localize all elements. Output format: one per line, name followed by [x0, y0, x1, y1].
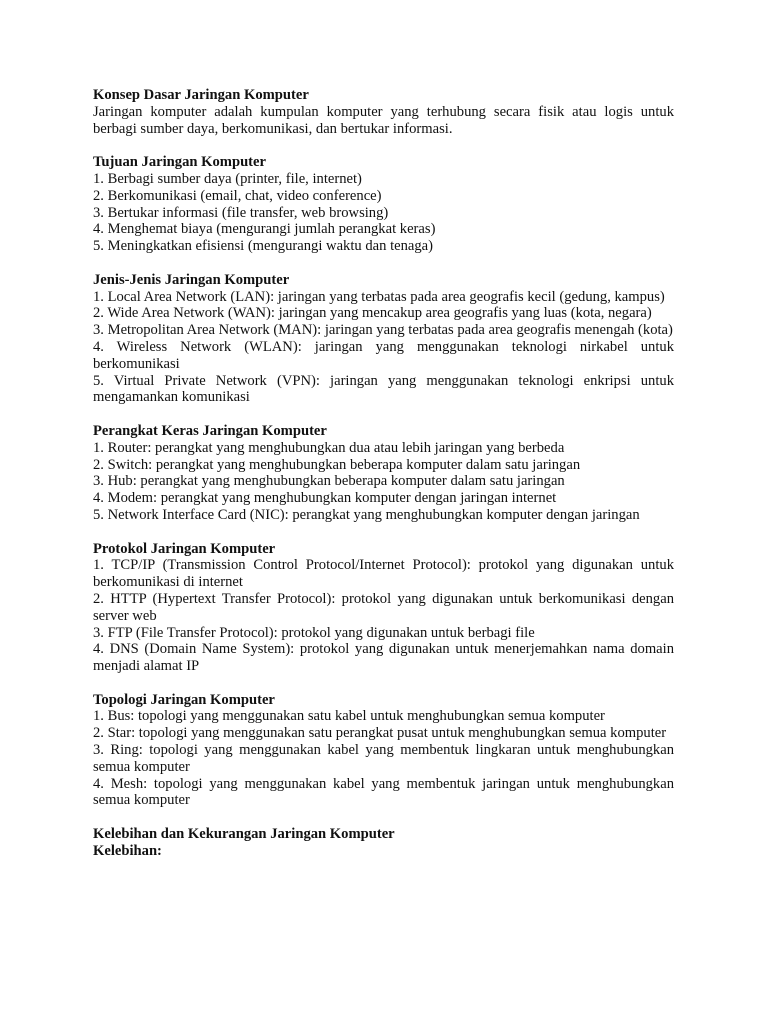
list-item: 4. DNS (Domain Name System): protokol yang digunakan untuk menerjemahkan nama domain menjadi alamat IP — [93, 641, 674, 675]
list-item: 4. Wireless Network (WLAN): jaringan yang menggunakan teknologi nirkabel untuk berkomunikasi — [93, 338, 674, 372]
document-page — [93, 87, 674, 876]
section-perangkat-keras — [93, 423, 674, 524]
list-item: 2. Berkomunikasi (email, chat, video conference) — [93, 187, 382, 204]
list-item: 2. Wide Area Network (WAN): jaringan yang mencakup area geografis yang luas (kota, negara) — [93, 305, 652, 322]
list-item: 2. Star: topologi yang menggunakan satu perangkat pusat untuk menghubungkan semua komputer — [93, 725, 667, 742]
section-heading: Topologi Jaringan Komputer — [93, 691, 275, 708]
list-item: 1. Berbagi sumber daya (printer, file, internet) — [93, 170, 362, 187]
section-kelebihan-kekurangan — [93, 826, 674, 860]
section-protokol — [93, 541, 674, 675]
section-heading: Jenis-Jenis Jaringan Komputer — [93, 271, 290, 288]
section-topologi — [93, 692, 674, 810]
list-item: 3. Bertukar informasi (file transfer, web browsing) — [93, 204, 389, 221]
section-heading: Perangkat Keras Jaringan Komputer — [93, 422, 327, 439]
list-item: 3. Metropolitan Area Network (MAN): jaringan yang terbatas pada area geografis menengah (kota) — [93, 322, 673, 339]
list-item: 1. Router: perangkat yang menghubungkan dua atau lebih jaringan yang berbeda — [93, 439, 565, 456]
section-tujuan — [93, 154, 674, 255]
section-heading: Tujuan Jaringan Komputer — [93, 154, 267, 171]
subheading-kelebihan: Kelebihan: — [93, 842, 162, 859]
list-item: 5. Virtual Private Network (VPN): jaringan yang menggunakan teknologi enkripsi untuk mengamankan komunikasi — [93, 372, 674, 406]
section-heading: Protokol Jaringan Komputer — [93, 540, 276, 557]
list-item: 3. Hub: perangkat yang menghubungkan beberapa komputer dalam satu jaringan — [93, 473, 565, 490]
section-heading: Kelebihan dan Kekurangan Jaringan Komputer — [93, 826, 395, 843]
list-item: 4. Menghemat biaya (mengurangi jumlah perangkat keras) — [93, 221, 436, 238]
list-item: 3. Ring: topologi yang menggunakan kabel yang membentuk lingkaran untuk menghubungkan semua komputer — [93, 742, 674, 775]
list-item: 1. Local Area Network (LAN): jaringan yang terbatas pada area geografis kecil (gedung, kampus) — [93, 288, 665, 305]
list-item: 2. HTTP (Hypertext Transfer Protocol): protokol yang digunakan untuk berkomunikasi dengan server web — [93, 590, 674, 624]
list-item: 4. Modem: perangkat yang menghubungkan komputer dengan jaringan internet — [93, 490, 557, 507]
list-item: 5. Meningkatkan efisiensi (mengurangi waktu dan tenaga) — [93, 238, 434, 255]
section-paragraph: Jaringan komputer adalah kumpulan komputer yang terhubung secara fisik atau logis untuk berbagi sumber daya, berkomunikasi, dan bertukar informasi. — [93, 103, 674, 137]
list-item: 1. Bus: topologi yang menggunakan satu kabel untuk menghubungkan semua komputer — [93, 708, 605, 725]
list-item: 5. Network Interface Card (NIC): perangkat yang menghubungkan komputer dengan jaringan — [93, 506, 640, 523]
list-item: 3. FTP (File Transfer Protocol): protokol yang digunakan untuk berbagi file — [93, 624, 535, 641]
list-item: 1. TCP/IP (Transmission Control Protocol/Internet Protocol): protokol yang digunakan untuk berkomunikasi di internet — [93, 557, 674, 591]
section-konsep-dasar — [93, 87, 674, 137]
list-item: 2. Switch: perangkat yang menghubungkan beberapa komputer dalam satu jaringan — [93, 456, 581, 473]
section-heading: Konsep Dasar Jaringan Komputer — [93, 87, 309, 103]
section-jenis-jenis — [93, 272, 674, 406]
list-item: 4. Mesh: topologi yang menggunakan kabel yang membentuk jaringan untuk menghubungkan semua komputer — [93, 775, 674, 809]
